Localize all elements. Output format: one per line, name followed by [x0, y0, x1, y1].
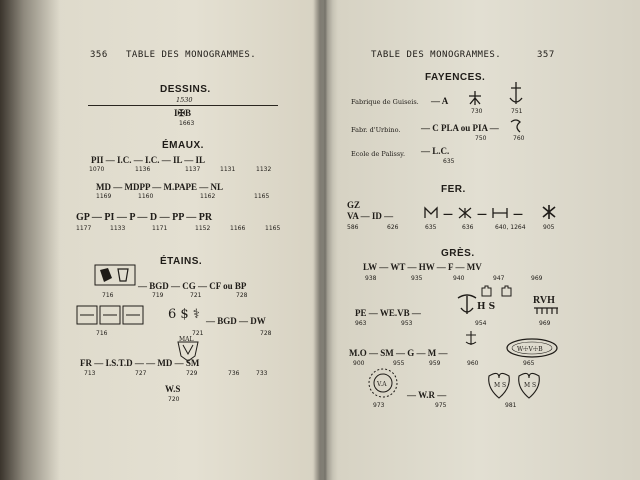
gres-row-3-num: 959 [429, 360, 441, 367]
pewter-triple-stamp-icon [76, 304, 144, 326]
svg-text:—: — [443, 209, 453, 220]
gres-row-4: — W.R — [407, 390, 447, 400]
stoneware-comb-mark-icon [533, 307, 559, 315]
right-running-head: TABLE DES MONOGRAMMES. [371, 50, 502, 60]
fayence-anchor-mark-icon [507, 80, 525, 106]
left-page [40, 0, 320, 480]
section-emaux-title: ÉMAUX. [162, 140, 204, 151]
etains-row-1-num: 719 [152, 292, 164, 299]
dessins-signature: 1530 [176, 96, 193, 104]
svg-text:—: — [513, 209, 523, 220]
right-page-number: 357 [537, 50, 555, 60]
gres-row-2: PE — WE.VB — [355, 308, 421, 318]
fayences-row-3: — L.C. [421, 146, 450, 156]
gres-row-1-num: 940 [453, 275, 465, 282]
gres-row-3-num: 965 [523, 360, 535, 367]
etains-row-1: — BGD — CG — CF ou BP [138, 281, 247, 291]
etains-row-4: W.S [165, 384, 181, 394]
stoneware-castle-marks-icon [480, 284, 520, 298]
etains-row-1-num: 721 [190, 292, 202, 299]
fayences-row-3-num: 635 [443, 158, 455, 165]
svg-text:6 $ ⚕: 6 $ ⚕ [168, 307, 200, 322]
fayences-row-3-label: Ecole de Palissy. [351, 150, 406, 158]
svg-text:MAL: MAL [179, 336, 194, 343]
gres-row-4-num: 973 [373, 402, 385, 409]
fer-num: 636 [462, 224, 474, 231]
fayences-row-1-num: 751 [511, 108, 523, 115]
fayences-row-1-num: 730 [471, 108, 483, 115]
gres-row-2-num: 953 [401, 320, 413, 327]
fayences-row-2-num: 760 [513, 135, 525, 142]
fer-num: 626 [387, 224, 399, 231]
gres-row-1-num: 969 [531, 275, 543, 282]
ironwork-monograms-icon [423, 206, 529, 220]
fayences-row-2: — C PLA ou PIA — [421, 123, 499, 133]
emaux-row-1-num: 1132 [256, 166, 272, 173]
emaux-row-2-num: 1162 [200, 193, 216, 200]
emaux-row-3-num: 1171 [152, 225, 168, 232]
fayence-cross-mark-icon [467, 90, 483, 106]
gres-row-3-num: 900 [353, 360, 365, 367]
etains-row-3-num: 713 [84, 370, 96, 377]
gres-row-1-num: 938 [365, 275, 377, 282]
emaux-row-1-num: 1136 [135, 166, 151, 173]
emaux-row-3: GP — PI — P — D — PP — PR [76, 212, 213, 223]
gres-row-3: M.O — SM — G — M — [349, 348, 448, 358]
gres-row-1: LW — WT — HW — F — MV [363, 262, 482, 272]
emaux-row-2-num: 1165 [254, 193, 270, 200]
etains-row-1-num: 728 [236, 292, 248, 299]
section-fayences-title: FAYENCES. [425, 72, 486, 83]
svg-text:M S: M S [494, 382, 507, 389]
etains-row-4-num: 720 [168, 396, 180, 403]
gres-row-2-mark: RVH [533, 295, 555, 306]
emaux-row-3-num: 1166 [230, 225, 246, 232]
dessins-monogram: I✠B [174, 108, 192, 118]
right-page [325, 0, 625, 480]
fer-num: 635 [425, 224, 437, 231]
emaux-row-3-num: 1165 [265, 225, 281, 232]
etains-row-2: — BGD — DW [206, 316, 266, 326]
section-gres-title: GRÈS. [441, 248, 475, 259]
stoneware-small-anchor-icon [463, 330, 479, 346]
dessins-number: 1663 [179, 120, 195, 127]
fayences-row-2-num: 750 [475, 135, 487, 142]
etains-row-2-num: 721 [192, 330, 204, 337]
pewter-shield-mark-icon [94, 264, 136, 286]
left-running-head: TABLE DES MONOGRAMMES. [126, 50, 257, 60]
fer-num: 586 [347, 224, 359, 231]
gres-row-4-num: 981 [505, 402, 517, 409]
dessins-rule [88, 105, 278, 106]
emaux-row-1-num: 1137 [185, 166, 201, 173]
etains-row-1-num: 716 [102, 292, 114, 299]
emaux-row-3-num: 1177 [76, 225, 92, 232]
fer-num: 905 [543, 224, 555, 231]
left-page-number: 356 [90, 50, 108, 60]
gres-row-2-num: 954 [475, 320, 487, 327]
gres-row-2-num: 963 [355, 320, 367, 327]
stoneware-round-seal-icon [363, 366, 403, 400]
gres-row-1-num: 947 [493, 275, 505, 282]
fayence-monogram-mark-icon [508, 118, 524, 134]
emaux-row-2-num: 1160 [138, 193, 154, 200]
svg-text:M S: M S [524, 382, 537, 389]
etains-row-3-num: 729 [186, 370, 198, 377]
gres-row-3-num: 960 [467, 360, 479, 367]
emaux-row-3-num: 1133 [110, 225, 126, 232]
stoneware-heart-marks-icon [485, 370, 547, 400]
emaux-row-2-num: 1169 [96, 193, 112, 200]
section-dessins-title: DESSINS. [160, 84, 211, 95]
fer-row-1: GZ [347, 200, 361, 210]
emaux-row-1: PII — I.C. — I.C. — IL — IL [91, 155, 206, 165]
svg-text:—: — [477, 209, 487, 220]
gres-row-4-num: 975 [435, 402, 447, 409]
fayences-row-1-label: Fabrique de Guiseis. [351, 98, 419, 106]
pewter-symbol-mark-icon [168, 304, 204, 324]
stoneware-anchor-mark-icon [455, 294, 479, 316]
emaux-row-1-num: 1070 [89, 166, 105, 173]
emaux-row-2: MD — MDPP — M.PAPE — NL [96, 182, 224, 192]
emaux-row-3-num: 1152 [195, 225, 211, 232]
ironwork-star-mark-icon [541, 204, 557, 220]
etains-row-3: FR — I.S.T.D — — MD — SM [80, 358, 200, 368]
etains-row-3-num: 727 [135, 370, 147, 377]
etains-row-2-num: 728 [260, 330, 272, 337]
etains-row-3-num: 733 [256, 370, 268, 377]
svg-text:V.A: V.A [377, 381, 387, 388]
emaux-row-1-num: 1131 [220, 166, 236, 173]
section-fer-title: FER. [441, 184, 466, 195]
fer-num: 640, 1264 [495, 224, 526, 231]
gres-row-1-num: 935 [411, 275, 423, 282]
gres-row-2-mark-num: 969 [539, 320, 551, 327]
fayences-row-2-label: Fabr. d'Urbino. [351, 126, 401, 134]
fayences-row-1: — A [431, 96, 449, 106]
gres-row-3-num: 955 [393, 360, 405, 367]
etains-row-2-num: 716 [96, 330, 108, 337]
fer-row-2: VA — ID — [347, 211, 394, 221]
section-etains-title: ÉTAINS. [160, 256, 203, 267]
svg-text:W☩V☩B: W☩V☩B [517, 346, 543, 353]
stoneware-oval-stamp-icon [505, 337, 559, 359]
etains-row-3-num: 736 [228, 370, 240, 377]
gres-row-2-hs: H S [477, 302, 496, 312]
